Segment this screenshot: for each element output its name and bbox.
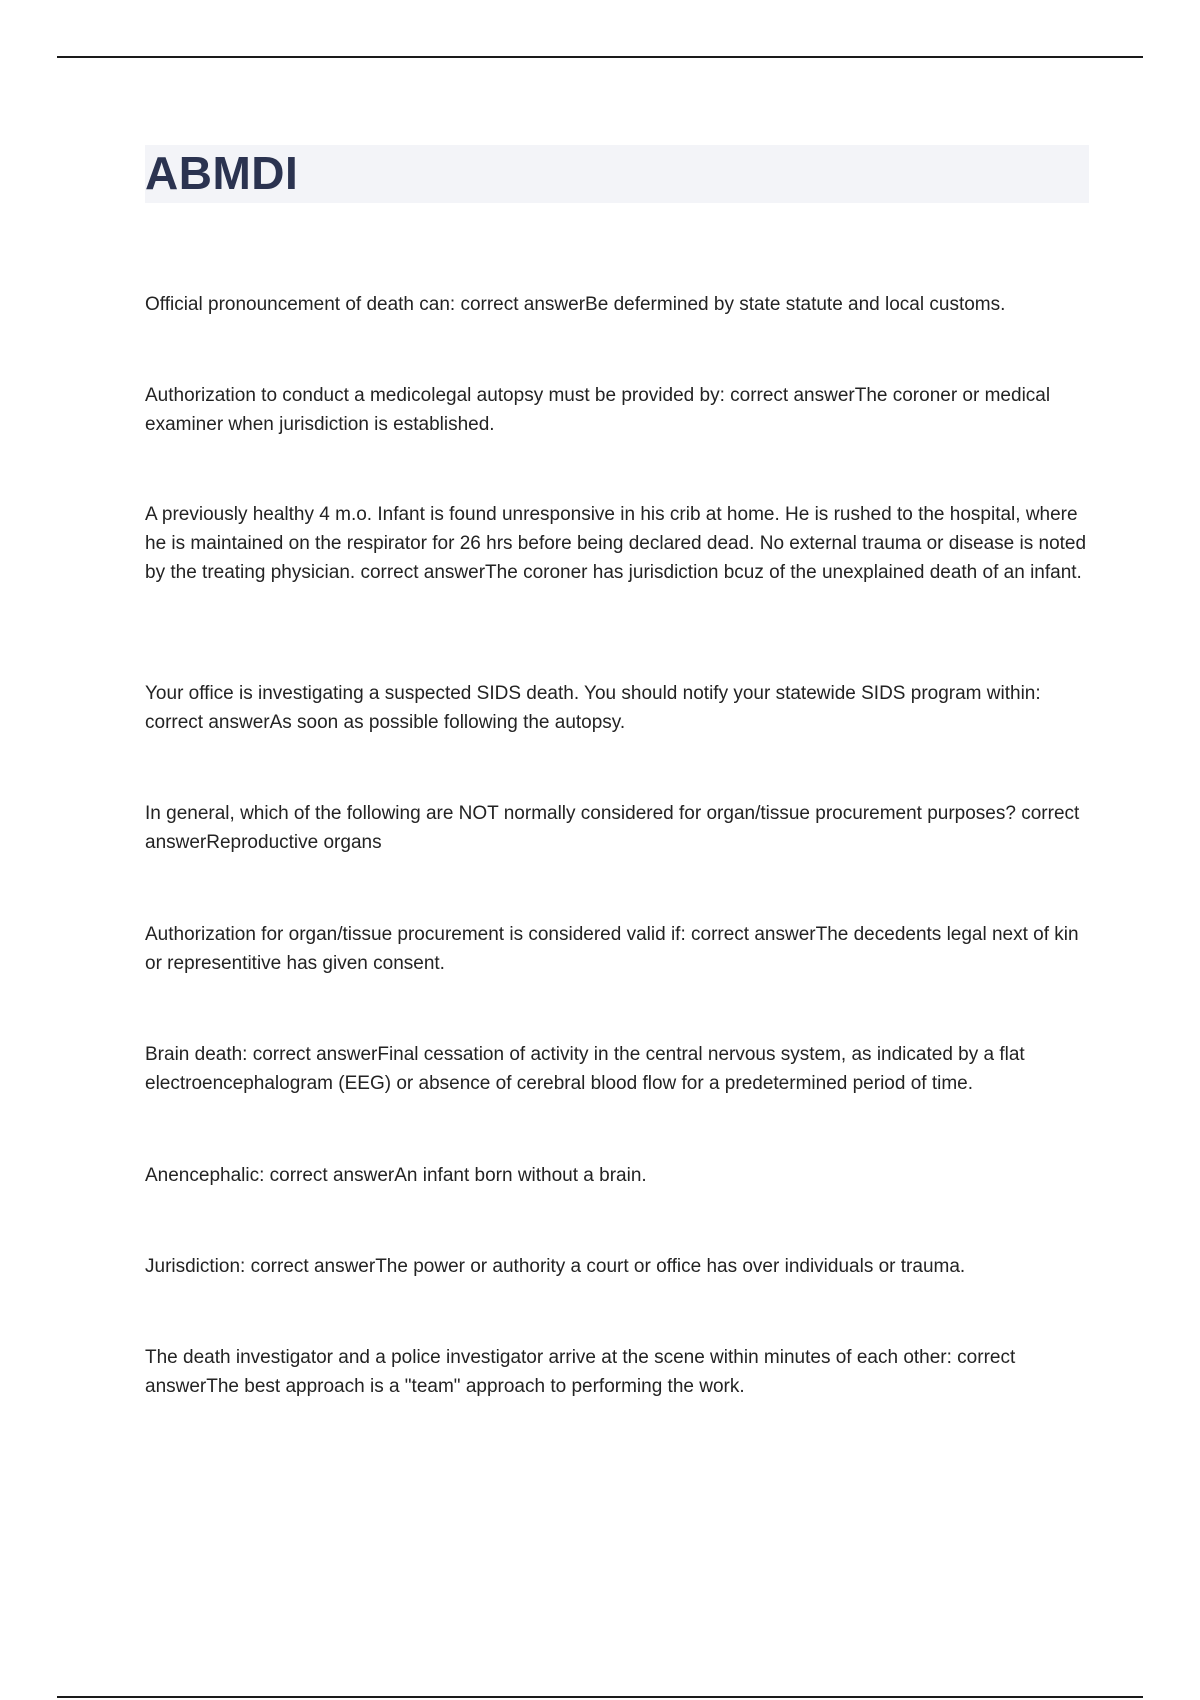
title-band — [145, 145, 1089, 203]
qa-item: In general, which of the following are NOT normally considered for organ/tissue procurement purposes? correct answerReproductive organs — [145, 803, 1080, 853]
qa-item: Official pronouncement of death can: correct answerBe defermined by state statute and local customs. — [145, 294, 1006, 315]
qa-item: Brain death: correct answerFinal cessation of activity in the central nervous system, as indicated by a flat electroencephalogram (EEG) or absence of cerebral blood flow for a predetermined period of time. — [145, 1044, 1025, 1094]
qa-item: The death investigator and a police investigator arrive at the scene within minutes of each other: correct answerThe best approach is a "team" approach to performing the work. — [145, 1347, 1016, 1397]
qa-item: A previously healthy 4 m.o. Infant is found unresponsive in his crib at home. He is rushed to the hospital, where he is maintained on the respirator for 26 hrs before being declared dead. No external trauma or disease is noted by the treating physician. correct answerThe coroner has jurisdiction bcuz of the unexplained death of an infant. — [145, 504, 1087, 583]
top-rule — [57, 56, 1143, 58]
document-title: ABMDI — [145, 147, 299, 199]
qa-item: Anencephalic: correct answerAn infant born without a brain. — [145, 1165, 647, 1186]
qa-item: Jurisdiction: correct answerThe power or authority a court or office has over individuals or trauma. — [145, 1256, 966, 1277]
qa-item: Your office is investigating a suspected SIDS death. You should notify your statewide SIDS program within: correct answerAs soon as possible following the autopsy. — [145, 683, 1041, 733]
bottom-rule — [57, 1696, 1143, 1698]
qa-item: Authorization to conduct a medicolegal autopsy must be provided by: correct answerThe coroner or medical examiner when jurisdiction is established. — [145, 385, 1051, 435]
qa-item: Authorization for organ/tissue procurement is considered valid if: correct answerThe decedents legal next of kin or representitive has given consent. — [145, 924, 1079, 974]
